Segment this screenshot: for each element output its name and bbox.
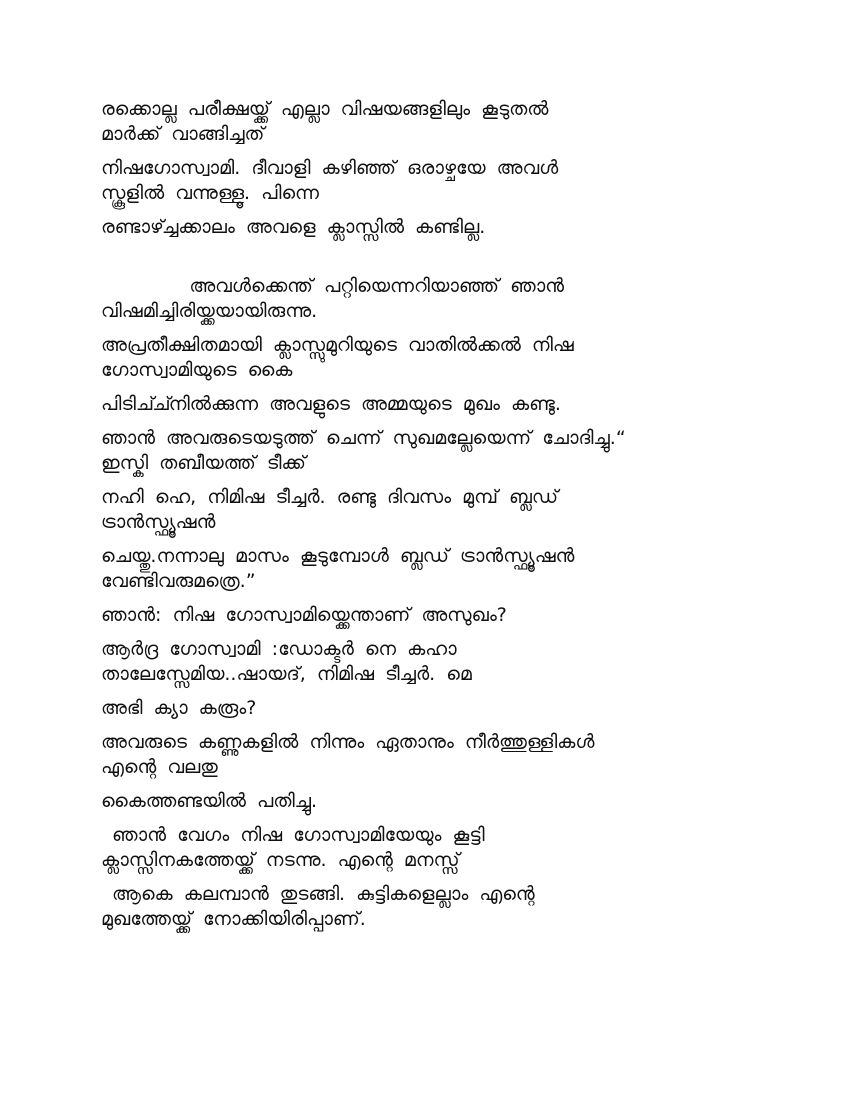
paragraph-14: കൈത്തണ്ടയിൽ പതിച്ചു. bbox=[101, 790, 318, 812]
paragraph-8: നഹി ഹെ, നിമിഷ ടീച്ചർ. രണ്ടു ദിവസം മുമ്പ് ബ്ലഡ് ട്രാൻസ്ഫ്യൂഷൻ bbox=[101, 486, 559, 533]
paragraph-5: അപ്രതീക്ഷിതമായി ക്ലാസ്സുമുറിയുടെ വാതിൽക്കൽ നിഷ ഗോസ്വാമിയുടെ കൈ bbox=[101, 334, 574, 381]
paragraph-9: ചെയ്തു.നന്നാലു മാസം കൂടുമ്പോൾ ബ്ലഡ് ട്രാൻസ്ഫ്യൂഷൻ വേണ്ടിവരുമത്രെ.” bbox=[101, 545, 575, 592]
paragraph-6: പിടിച്ച്നിൽക്കുന്ന അവളുടെ അമ്മയുടെ മുഖം കണ്ടു. bbox=[101, 393, 561, 415]
paragraph-2: നിഷഗോസ്വാമി. ദീവാളി കഴിഞ്ഞ് ഒരാഴ്ചയേ അവൾ സ്കൂളിൽ വന്നുള്ളൂ. പിന്നെ bbox=[101, 157, 559, 204]
paragraph-11: ആർദ്ര ഗോസ്വാമി :ഡോക്ടർ നെ കഹാ താലേസ്സേമിയ..ഷായദ്, നിമിഷ ടീച്ചർ. മെ bbox=[101, 638, 472, 685]
paragraph-12: അഭി ക്യാ കരൂം? bbox=[101, 697, 257, 719]
paragraph-gap bbox=[101, 249, 741, 274]
paragraph-13: അവരുടെ കണ്ണുകളിൽ നിന്നും ഏതാനും നീർത്തുള്ളികൾ എന്റെ വലതു bbox=[101, 731, 595, 778]
paragraph-16: ആകെ കലമ്പാൻ തുടങ്ങി. കുട്ടികളെല്ലാം എന്റെ മുഖത്തേയ്ക്ക് നോക്കിയിരിപ്പാണ്. bbox=[101, 883, 535, 930]
paragraph-1: രക്കൊല്ല പരീക്ഷയ്ക്ക് എല്ലാ വിഷയങ്ങളിലും കൂടുതൽ മാർക്ക് വാങ്ങിച്ചത് bbox=[101, 98, 549, 145]
document-body bbox=[101, 97, 741, 941]
paragraph-15: ഞാൻ വേഗം നിഷ ഗോസ്വാമിയേയും കൂട്ടി ക്ലാസ്സിനകത്തേയ്ക്ക് നടന്നു. എന്റെ മനസ്സ് bbox=[101, 824, 485, 871]
paragraph-7: ഞാൻ അവരുടെയടുത്ത് ചെന്ന് സുഖമല്ലേയെന്ന് ചോദിച്ചു.“ ഇസ്കി തബീയത്ത് ടീക്ക് bbox=[101, 427, 626, 474]
paragraph-4: അവൾക്കെന്ത് പറ്റിയെന്നറിയാഞ്ഞ് ഞാൻ വിഷമിച്ചിരിയ്ക്കയായിരുന്നു. bbox=[101, 275, 565, 322]
paragraph-10: ഞാൻ: നിഷ ഗോസ്വാമിയ്ക്കെന്താണ് അസുഖം? bbox=[101, 604, 507, 626]
paragraph-3: രണ്ടാഴ്ച്ചക്കാലം അവളെ ക്ലാസ്സിൽ കണ്ടില്ല. bbox=[101, 216, 486, 238]
